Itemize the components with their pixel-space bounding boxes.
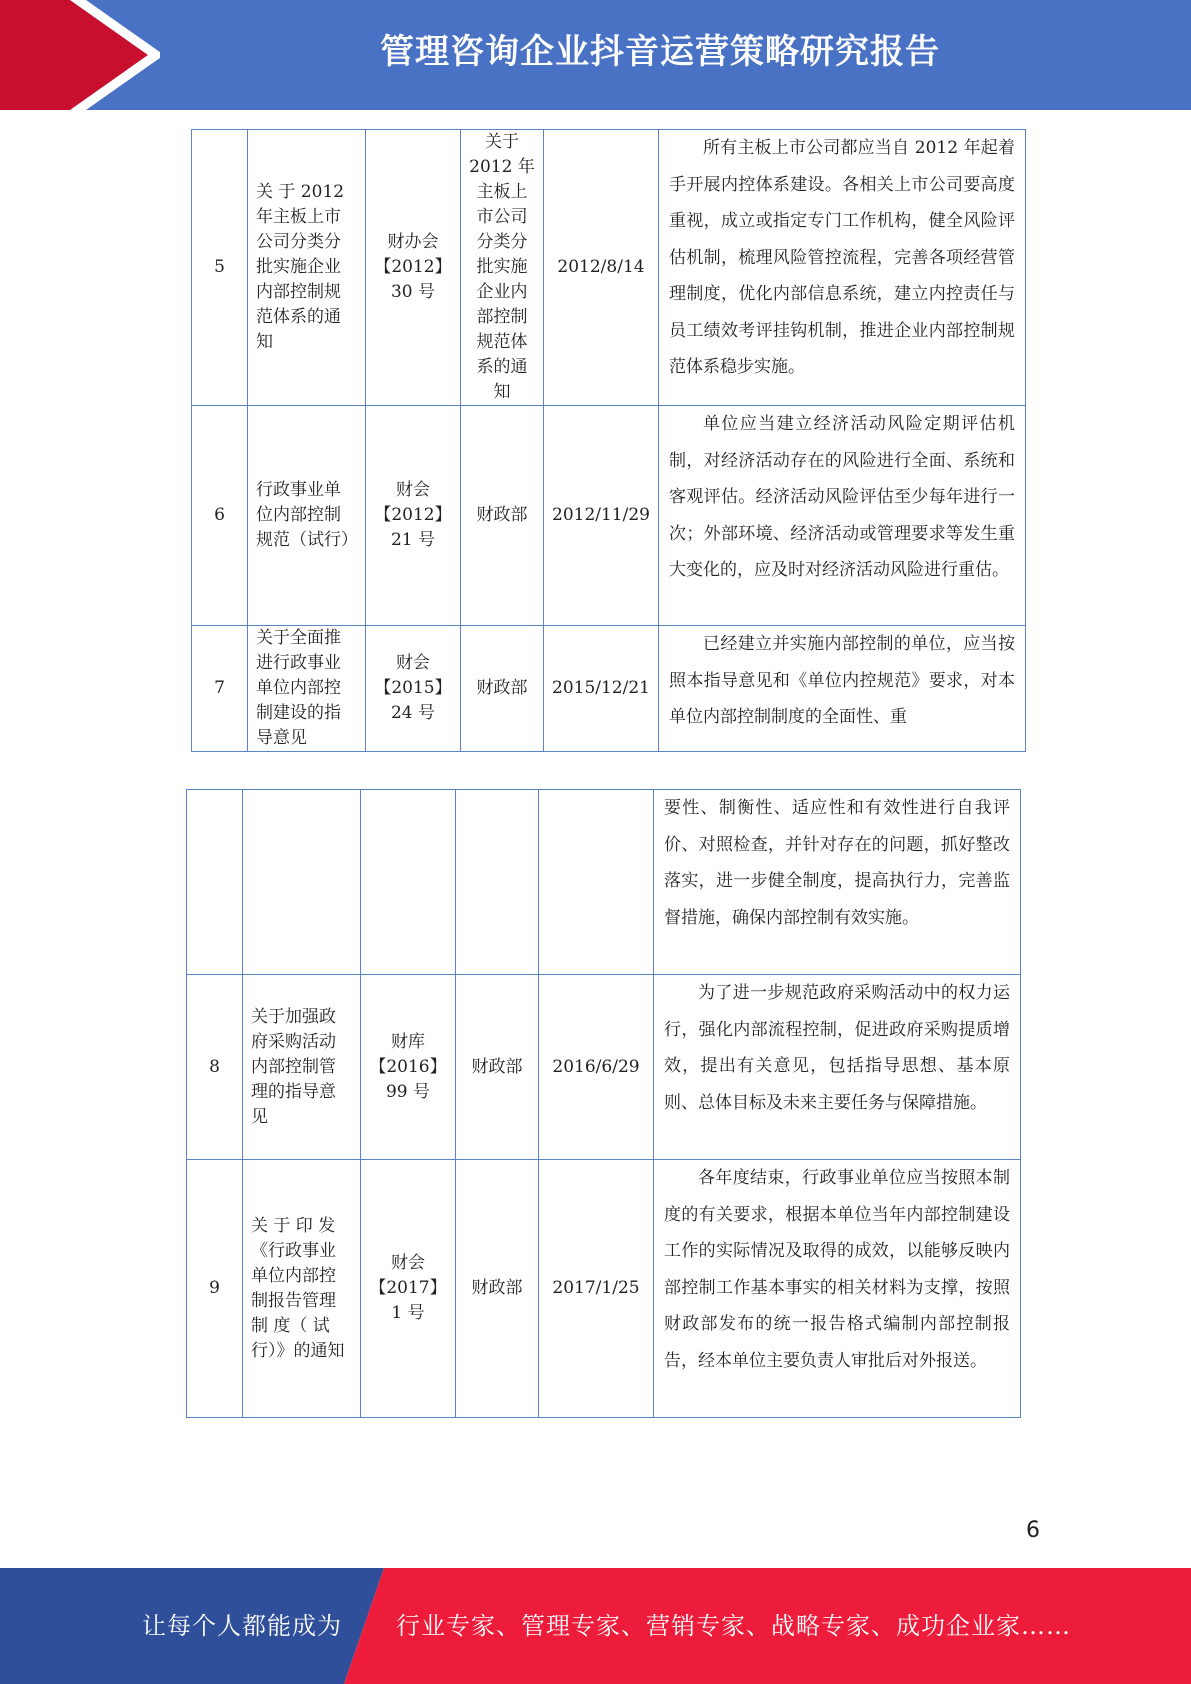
- row-number: 6: [192, 406, 248, 626]
- regulation-description: 已经建立并实施内部控制的单位，应当按照本指导意见和《单位内控规范》要求，对本单位内部控制制度的全面性、重: [659, 626, 1026, 752]
- footer-slogan-left: 让每个人都能成为: [142, 1612, 342, 1640]
- table-row: [187, 790, 1021, 975]
- document-number: 财会【2017】1 号: [361, 1160, 456, 1418]
- regulation-name: 关于全面推进行政事业单位内部控制建设的指导意见: [248, 626, 366, 752]
- regulation-description: 所有主板上市公司都应当自 2012 年起着手开展内控体系建设。各相关上市公司要高度重视，成立或指定专门工作机构，健全风险评估机制，梳理风险管控流程，完善各项经营管理制度，优化内部信息系统，建立内控责任与员工绩效考评挂钩机制，推进企业内部控制规范体系稳步实施。: [659, 130, 1026, 406]
- row-number: 5: [192, 130, 248, 406]
- page-header: [0, 0, 1191, 110]
- document-number: 财会【2015】24 号: [366, 626, 461, 752]
- issue-date: 2016/6/29: [539, 975, 654, 1160]
- regulation-name: 行政事业单位内部控制规范（试行）: [248, 406, 366, 626]
- table-row: [192, 626, 1026, 752]
- document-number: 财办会【2012】30 号: [366, 130, 461, 406]
- regulation-name: [243, 790, 361, 975]
- table-row: [187, 975, 1021, 1160]
- document-number: 财库【2016】99 号: [361, 975, 456, 1160]
- regulation-description-continued: 要性、制衡性、适应性和有效性进行自我评价、对照检查，并针对存在的问题，抓好整改落实，进一步健全制度，提高执行力，完善监督措施，确保内部控制有效实施。: [654, 790, 1021, 975]
- issue-date: [539, 790, 654, 975]
- issue-date: 2012/8/14: [544, 130, 659, 406]
- issuer: 财政部: [461, 626, 544, 752]
- regulation-description: 单位应当建立经济活动风险定期评估机制，对经济活动存在的风险进行全面、系统和客观评估。经济活动风险评估至少每年进行一次；外部环境、经济活动或管理要求等发生重大变化的，应及时对经济活动风险进行重估。: [659, 406, 1026, 626]
- regulation-name: 关 于 2012 年主板上市公司分类分批实施企业内部控制规范体系的通知: [248, 130, 366, 406]
- page-number: 6: [1026, 1518, 1040, 1543]
- table-row: [192, 406, 1026, 626]
- document-number: 财会【2012】21 号: [366, 406, 461, 626]
- page-title: 管理咨询企业抖音运营策略研究报告: [380, 32, 940, 72]
- issuer: 财政部: [461, 406, 544, 626]
- issue-date: 2017/1/25: [539, 1160, 654, 1418]
- page-footer: [0, 1568, 1191, 1684]
- row-number: 7: [192, 626, 248, 752]
- regulations-table-bottom: [186, 789, 1021, 1418]
- issue-date: 2012/11/29: [544, 406, 659, 626]
- regulation-description: 各年度结束，行政事业单位应当按照本制度的有关要求，根据本单位当年内部控制建设工作的实际情况及取得的成效，以能够反映内部控制工作基本事实的相关材料为支撑，按照财政部发布的统一报告格式编制内部控制报告，经本单位主要负责人审批后对外报送。: [654, 1160, 1021, 1418]
- regulations-table-top: [191, 129, 1026, 752]
- table-row: [192, 130, 1026, 406]
- issuer: 关于 2012 年主板上市公司分类分批实施企业内部控制规范体系的通知: [461, 130, 544, 406]
- row-number: 8: [187, 975, 243, 1160]
- regulation-description: 为了进一步规范政府采购活动中的权力运行，强化内部流程控制，促进政府采购提质增效，提出有关意见，包括指导思想、基本原则、总体目标及未来主要任务与保障措施。: [654, 975, 1021, 1160]
- row-number: 9: [187, 1160, 243, 1418]
- row-number: [187, 790, 243, 975]
- regulation-name: 关 于 印 发《行政事业单位内部控制报告管理制 度（ 试行）》的通知: [243, 1160, 361, 1418]
- footer-slogan-right: 行业专家、管理专家、营销专家、战略专家、成功企业家……: [396, 1612, 1071, 1640]
- issuer: [456, 790, 539, 975]
- table-row: [187, 1160, 1021, 1418]
- issuer: 财政部: [456, 1160, 539, 1418]
- issue-date: 2015/12/21: [544, 626, 659, 752]
- document-number: [361, 790, 456, 975]
- issuer: 财政部: [456, 975, 539, 1160]
- regulation-name: 关于加强政府采购活动内部控制管理的指导意见: [243, 975, 361, 1160]
- header-chevron-icon: [0, 0, 160, 110]
